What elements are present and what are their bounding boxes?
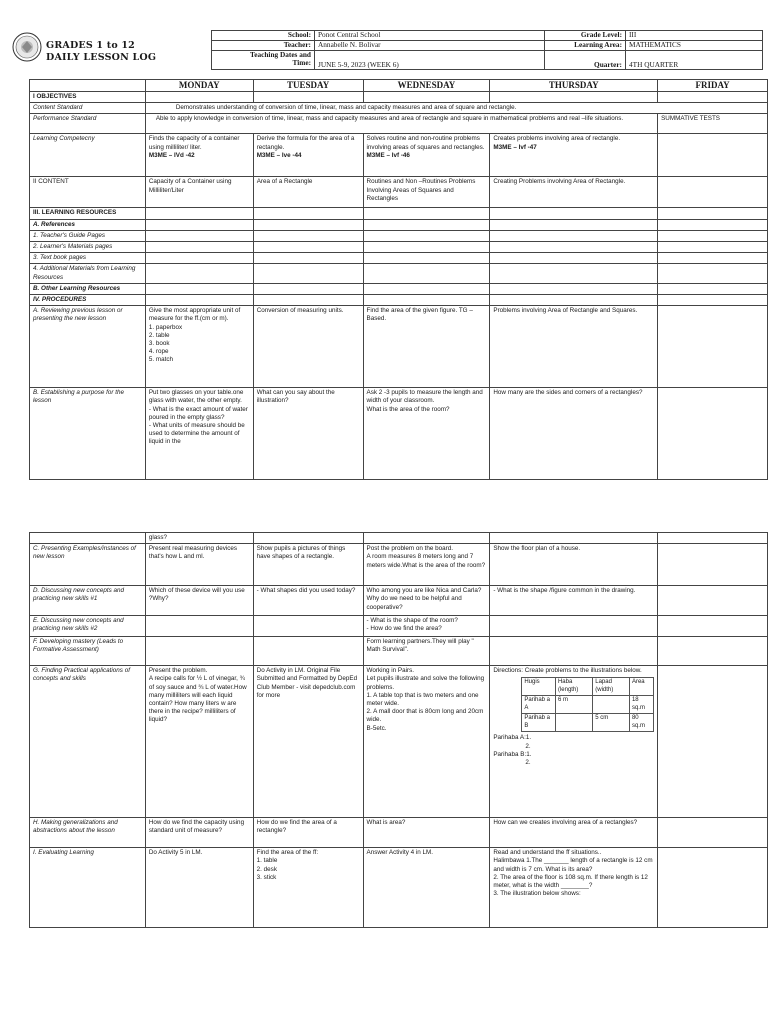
proc-g-tuesday: Do Activity in LM. Original File Submitted and Formatted by DepEd Club Member - visit depedclub.com for more [253,666,363,818]
proc-g-label: G. Finding Practical applications of concepts and skills [30,666,146,818]
proc-b-monday: Put two glasses on your table.one glass with water, the other empty. - What is the exact amount of water poured in the empty glass? - What units of measure should be used to determine the amount of liquid in the [145,388,253,480]
proc-i-tuesday: Find the area of the ff: 1. table 2. desk 3. stick [253,848,363,928]
content-monday: Capacity of a Container using Milliliter/Liter [145,177,253,208]
cont-glass-text: glass? [145,533,253,544]
references-label: A. References [30,219,146,230]
corner-cell [30,80,146,92]
ref-additional: 4. Additional Materials from Learning Resources [30,264,146,283]
area-label: Learning Area: [545,41,626,51]
proc-i-label: I. Evaluating Learning [30,848,146,928]
proc-b-tuesday: What can you say about the illustration? [253,388,363,480]
procedures-label: IV. PROCEDURES [30,295,146,306]
teacher-value: Annabelle N. Bolivar [315,41,545,51]
header-info-table [211,30,763,70]
day-thursday: THURSDAY [490,80,658,92]
content-thursday: Creating Problems involving Area of Rectangle. [490,177,658,208]
mini-cell: 80 sq.m [629,714,653,732]
performance-standard-text: Able to apply knowledge in conversion of time, linear, mass and capacity measures and area of rectangle and square in mathematical problems and real –life situations. [145,114,657,134]
proc-c-thursday: Show the floor plan of a house. [490,544,658,586]
content-tuesday: Area of a Rectangle [253,177,363,208]
proc-b-label: B. Establishing a purpose for the lesson [30,388,146,480]
quarter-value: 4TH QUARTER [626,51,763,70]
proc-d-tuesday: - What shapes did you used today? [253,586,363,616]
proc-f-wednesday: Form learning partners.They will play " Math Survival". [363,637,490,666]
proc-a-wednesday: Find the area of the given figure. TG –Based. [363,306,490,388]
school-label: School: [212,31,315,41]
deped-seal-logo [12,32,42,62]
mini-cell: 18 sq.m [629,696,653,714]
proc-d-label: D. Discussing new concepts and practicing new skills #1 [30,586,146,616]
proc-h-monday: How do we find the capacity using standard unit of measure? [145,818,253,848]
proc-d-monday: Which of these device will you use ?Why? [145,586,253,616]
mini-header-length: Haba (length) [555,678,592,696]
competency-label: Learning Competecny [30,134,146,177]
competency-tuesday: Derive the formula for the area of a rectangle. M3ME – Ive -44 [253,134,363,177]
quarter-label: Quarter: [545,51,626,70]
proc-c-monday: Present real measuring devices that's how L and ml. [145,544,253,586]
content-label: II CONTENT [30,177,146,208]
mini-cell: 5 cm [593,714,630,732]
competency-monday: Finds the capacity of a container using milliliter/ liter. M3ME – IVd -42 [145,134,253,177]
proc-g-thursday: Directions: Create problems to the illustrations below. Hugis Haba (length) Lapad (width) Area Parihab a A 6 m 18 sq.m Parihab a B 5 cm 80 sq.m Parihaba A:1. 2. Parihaba B:1. 2. [490,666,658,818]
proc-f-label: F. Developing mastery (Leads to Formative Assessment) [30,637,146,666]
dates-value: JUNE 5-9, 2023 (WEEK 6) [315,51,545,70]
mini-cell: Parihab a B [522,714,556,732]
proc-g-wednesday: Working in Pairs. Let pupils illustrate and solve the following problems. 1. A table top that is two meters and one meter wide. 2. A mall door that is 80cm long and 20cm wide. B-5etc. [363,666,490,818]
mini-header-area: Area [629,678,653,696]
teacher-label: Teacher: [212,41,315,51]
lesson-log-table [29,79,768,480]
lesson-log-table-continued [29,532,768,928]
mini-cell [593,696,630,714]
ref-learners-materials: 2. Learner's Materials pages [30,242,146,253]
dates-label [212,51,315,70]
competency-wednesday: Solves routine and non-routine problems involving areas of squares and rectangles. M3ME – Ivf -46 [363,134,490,177]
proc-d-thursday: - What is the shape /figure common in the drawing. [490,586,658,616]
content-wednesday: Routines and Non –Routines Problems Involving Areas of Squares and Rectangles [363,177,490,208]
proc-c-wednesday: Post the problem on the board. A room measures 8 meters long and 7 meters wide.What is the area of the room? [363,544,490,586]
proc-c-tuesday: Show pupils a pictures of things have shapes of a rectangle. [253,544,363,586]
school-value: Ponot Central School [315,31,545,41]
proc-a-thursday: Problems involving Area of Rectangle and Squares. [490,306,658,388]
day-tuesday: TUESDAY [253,80,363,92]
proc-d-wednesday: Who among you are like Nica and Carla? Why do we need to be helpful and cooperative? [363,586,490,616]
content-standard-text: Demonstrates understanding of conversion of time, linear, mass and capacity measures and area of square and rectangle. [145,103,767,114]
dates-label-2: Time: [292,58,311,67]
resources-label: III. LEARNING RESOURCES [30,208,146,219]
rectangle-problems-table [521,677,654,732]
proc-e-wednesday: - What is the shape of the room? - How do we find the area? [363,616,490,637]
other-resources-label: B. Other Learning Resources [30,283,146,294]
content-standard-label: Content Standard [30,103,146,114]
competency-thursday: Creates problems involving area of rectangle. M3ME – Ivf -47 [490,134,658,177]
dates-label-1: Teaching Dates and [250,50,311,59]
proc-h-thursday: How can we creates involving area of a rectangles? [490,818,658,848]
grade-value: III [626,31,763,41]
area-value: MATHEMATICS [626,41,763,51]
ref-textbook: 3. Text book pages [30,253,146,264]
proc-g-monday: Present the problem. A recipe calls for ½ L of vinegar, ¾ of soy sauce and ¾ L of water.How many milliliters will each liquid contain? How many liters w are there in the recipe? milliliters of liquid? [145,666,253,818]
brand-title [46,40,156,64]
objectives-heading: I OBJECTIVES [30,92,146,103]
proc-i-monday: Do Activity 5 in LM. [145,848,253,928]
day-monday: MONDAY [145,80,253,92]
mini-cell: Parihab a A [522,696,556,714]
ref-teachers-guide: 1. Teacher's Guide Pages [30,230,146,241]
day-wednesday: WEDNESDAY [363,80,490,92]
mini-header-shape: Hugis [522,678,556,696]
day-friday: FRIDAY [658,80,768,92]
proc-a-tuesday: Conversion of measuring units. [253,306,363,388]
proc-h-label: H. Making generalizations and abstractions about the lesson [30,818,146,848]
performance-friday: SUMMATIVE TESTS [658,114,768,134]
grade-label: Grade Level: [545,31,626,41]
brand-line-2: DAILY LESSON LOG [46,52,157,63]
proc-b-thursday: How many are the sides and corners of a rectangles? [490,388,658,480]
proc-i-thursday: Read and understand the ff situations.. Halimbawa 1.The _______ length of a rectangle is 12 cm and width is 7 cm. What is its area? 2. The area of the floor is 108 sq.m. If there length is 12 meter, what is the width ________? 3. The illustration below shows: [490,848,658,928]
mini-cell [555,714,592,732]
performance-standard-label: Performance Standard [30,114,146,134]
proc-h-wednesday: What is area? [363,818,490,848]
mini-cell: 6 m [555,696,592,714]
proc-a-monday: Give the most appropriate unit of measure for the ff.(cm or m). 1. paperbox 2. table 3. book 4. rope 5. match [145,306,253,388]
proc-a-label: A. Reviewing previous lesson or presenting the new lesson [30,306,146,388]
proc-i-wednesday: Answer Activity 4 in LM. [363,848,490,928]
proc-b-wednesday: Ask 2 -3 pupils to measure the length and width of your classroom. What is the area of the room? [363,388,490,480]
proc-h-tuesday: How do we find the area of a rectangle? [253,818,363,848]
proc-e-label: E. Discussing new concepts and practicing new skills #2 [30,616,146,637]
proc-c-label: C. Presenting Examples/instances of new lesson [30,544,146,586]
brand-line-1: GRADES 1 to 12 [46,40,135,51]
mini-header-width: Lapad (width) [593,678,630,696]
